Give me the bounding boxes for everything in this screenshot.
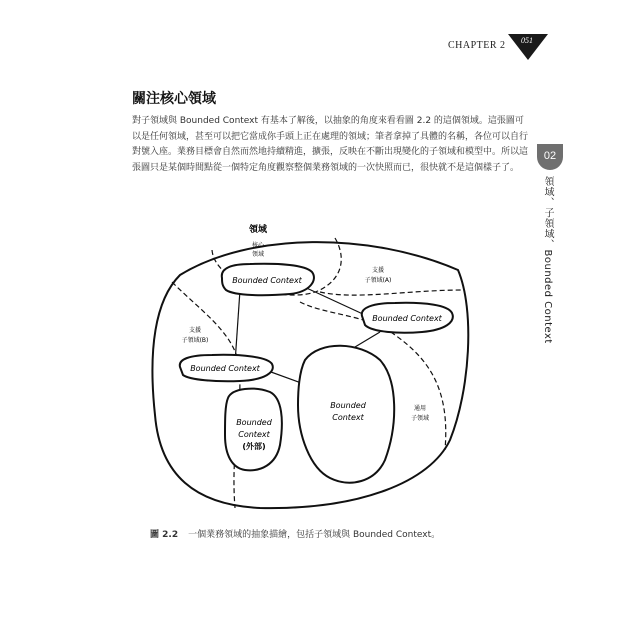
- chapter-side-tab: [537, 144, 563, 170]
- bc-external-label-3: (外部): [242, 442, 266, 451]
- support-a-label-1: 支援: [371, 267, 385, 274]
- generic-label-1: 通用: [413, 405, 427, 412]
- bc-support-a-label: Bounded Context: [372, 314, 442, 323]
- paragraph-text: 對子領域與 Bounded Context 有基本了解後，以抽象的角度來看看圖 2.2 的這個領域。這張圖可以是任何領域，甚至可以把它當成你手頭上正在處理的領域；筆者拿掉了具體的名稱，各位可以自行對號入座。業務目標會自然而然地持續精進，擴張，反映在不斷出現變化的子領域和模型中。所以這張圖只是某個時間點從一個特定角度觀察整個業務領域的一次快照而已，很快就不是這個樣子了。: [132, 116, 529, 173]
- domain-diagram: [140, 220, 480, 515]
- bc-external-label-1: Bounded: [236, 418, 272, 427]
- chapter-label: CHAPTER 2: [448, 40, 506, 51]
- core-domain-label-2: 領域: [251, 251, 265, 258]
- bc-multi-label-2: Context: [332, 413, 364, 422]
- diagram-title: 領域: [248, 225, 268, 235]
- body-paragraph: [132, 114, 532, 176]
- bc-support-b-label: Bounded Context: [190, 364, 260, 373]
- bc-external-label-2: Context: [238, 430, 270, 439]
- side-tab-number: 02: [543, 150, 557, 162]
- page-number: 051: [521, 36, 533, 45]
- connector-core-to-a: [300, 285, 365, 315]
- connector-core-to-b: [235, 290, 240, 363]
- support-a-label-2: 子領域(A): [364, 277, 392, 284]
- side-tab-title: 領域、子領域、Bounded Context: [542, 176, 553, 344]
- bc-multi-label-1: Bounded: [330, 401, 366, 410]
- generic-label-2: 子領域: [410, 415, 430, 422]
- divider-top-right: [320, 290, 462, 295]
- figure-number: 圖 2.2: [150, 530, 179, 540]
- section-title: 關注核心領域: [132, 91, 216, 107]
- support-b-label-1: 支援: [188, 327, 202, 334]
- page-header: [448, 34, 568, 64]
- support-b-label-2: 子領域(B): [181, 337, 209, 344]
- bc-core-label: Bounded Context: [232, 276, 302, 285]
- figure-caption: [150, 527, 440, 540]
- caption-text: 一個業務領域的抽象描繪，包括子領域與 Bounded Context。: [188, 530, 441, 540]
- core-domain-label-1: 核心: [251, 242, 265, 249]
